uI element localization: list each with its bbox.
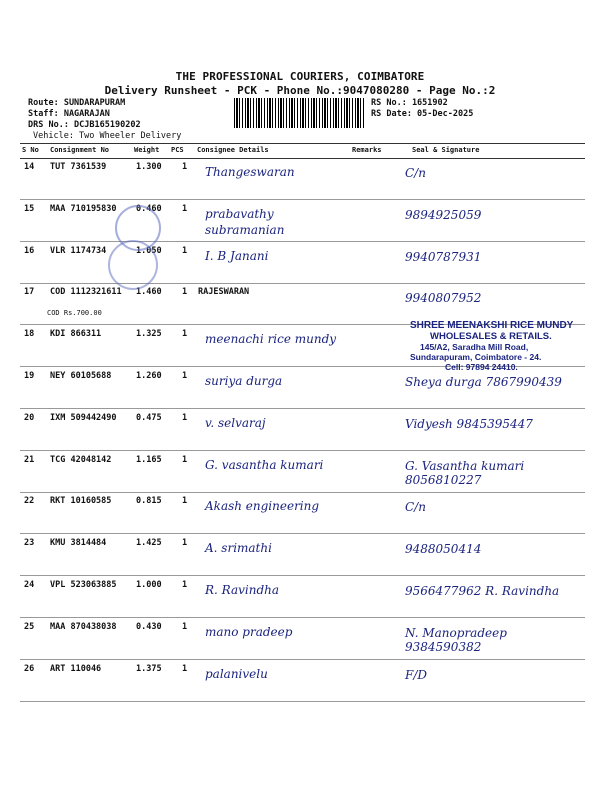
sno: 14 [24, 162, 35, 172]
consignment-no: RKT 10160585 [50, 496, 112, 507]
consignee-handwritten: meenachi rice mundy [205, 332, 337, 347]
table-row [20, 492, 585, 534]
consignee-handwritten: R. Ravindha [205, 583, 280, 597]
stamp-line: Sundarapuram, Coimbatore - 24. [410, 352, 542, 362]
col-remarks: Remarks [352, 146, 382, 154]
consignment-no: NEY 60105688 [50, 371, 112, 381]
consignment-no: ART 110046 [50, 663, 102, 674]
table-row [20, 451, 585, 493]
table-header [20, 143, 585, 159]
barcode [234, 98, 366, 128]
pcs: 1 [182, 162, 188, 172]
signature: G. Vasantha kumari 8056810227 [405, 458, 525, 487]
table-row [20, 158, 585, 200]
table-row [20, 242, 585, 284]
pcs: 1 [182, 329, 188, 340]
col-consignment: Consignment No [50, 146, 110, 154]
table-row [20, 618, 585, 660]
consignment-no: KMU 3814484 [50, 538, 107, 549]
sno: 20 [24, 412, 35, 423]
consignee-handwritten: mano pradeep [205, 624, 293, 639]
weight: 1.325 [136, 329, 162, 340]
signature: 9940787931 [405, 249, 482, 264]
col-pcs: PCS [171, 146, 184, 154]
weight: 1.460 [136, 287, 162, 298]
runsheet-title: THE PROFESSIONAL COURIERS, COIMBATORE [175, 70, 425, 83]
consignee-handwritten: A. srimathi [205, 541, 272, 556]
weight: 1.260 [136, 371, 162, 381]
table-row [20, 409, 585, 451]
pcs: 1 [182, 454, 188, 465]
weight: 1.375 [136, 663, 162, 674]
consignee-handwritten: I. B Janani [205, 248, 269, 263]
sno: 26 [24, 663, 35, 674]
weight: 0.475 [136, 412, 162, 423]
signature: N. Manopradeep 9384590382 [405, 625, 507, 654]
col-consignee: Consignee Details [197, 146, 269, 154]
route: Route: SUNDARAPURAM [28, 98, 126, 108]
pcs: 1 [182, 538, 188, 549]
pcs: 1 [182, 496, 188, 507]
table-row [20, 660, 585, 702]
weight: 1.165 [136, 454, 162, 465]
consignment-no: MAA 870438038 [50, 621, 117, 632]
drs-number: DRS No.: DCJB165190202 [28, 120, 141, 130]
consignment-no: MAA 710195830 [50, 203, 117, 214]
signature: F/D [405, 667, 427, 682]
sno: 18 [24, 329, 35, 340]
col-seal: Seal & Signature [412, 146, 480, 154]
consignee-handwritten: prabavathy subramanian [205, 206, 285, 237]
weight: 0.430 [136, 621, 162, 632]
signature: C/n [405, 166, 426, 180]
weight: 1.300 [136, 162, 162, 172]
consignee-handwritten: palanivelu [205, 666, 268, 681]
staff: Staff: NAGARAJAN [28, 109, 110, 119]
consignee-handwritten: G. vasantha kumari [205, 457, 324, 472]
consignee-handwritten: Thangeswaran [205, 165, 295, 179]
sno: 24 [24, 580, 35, 590]
sno: 15 [24, 203, 35, 214]
signature: C/n [405, 500, 426, 515]
signature: 9488050414 [405, 542, 482, 557]
consignee-handwritten: v. selvaraj [205, 415, 266, 430]
weight: 0.815 [136, 496, 162, 507]
weight: 0.460 [136, 203, 162, 214]
signature: 9566477962 R. Ravindha [405, 584, 560, 598]
consignment-no: VPL 523063885 [50, 580, 117, 590]
pcs: 1 [182, 412, 188, 423]
consignment-no: COD 1112321611 [50, 287, 122, 298]
pcs: 1 [182, 245, 188, 256]
pcs: 1 [182, 621, 188, 632]
signature: 9894925059 [405, 207, 482, 222]
consignment-no: VLR 1174734 [50, 245, 107, 256]
sno: 21 [24, 454, 35, 465]
pcs: 1 [182, 580, 188, 590]
stamp-line: SHREE MEENAKSHI RICE MUNDY [410, 320, 574, 331]
signature: Sheya durga 7867990439 [405, 375, 562, 389]
stamp-line: Cell: 97894 24410. [445, 362, 518, 372]
sno: 16 [24, 245, 35, 256]
stamp-line: WHOLESALES & RETAILS. [430, 331, 552, 342]
sno: 22 [24, 496, 35, 507]
table-row [20, 367, 585, 409]
table-row [20, 200, 585, 242]
col-sno: S No [22, 146, 39, 154]
table-row [20, 576, 585, 618]
signature: 9940807952 [405, 291, 482, 306]
pcs: 1 [182, 287, 188, 298]
consignment-no: TCG 42048142 [50, 454, 112, 465]
weight: 1.425 [136, 538, 162, 549]
consignee-handwritten: Akash engineering [205, 499, 320, 514]
sno: 25 [24, 621, 35, 632]
sno: 23 [24, 538, 35, 549]
pcs: 1 [182, 663, 188, 674]
consignment-no: IXM 509442490 [50, 412, 117, 423]
weight: 1.000 [136, 580, 162, 590]
vehicle: Vehicle: Two Wheeler Delivery [33, 131, 182, 141]
pcs: 1 [182, 371, 188, 381]
shop-stamp [410, 320, 590, 372]
cod-amount: COD Rs.700.00 [47, 309, 102, 318]
rs-number: RS No.: 1651902 [371, 98, 448, 108]
sno: 19 [24, 371, 35, 381]
office-stamp-2 [108, 240, 158, 290]
consignee-name: RAJESWARAN [198, 287, 250, 298]
consignment-no: KDI 866311 [50, 329, 102, 340]
consignee-handwritten: suriya durga [205, 374, 283, 388]
runsheet-subtitle: Delivery Runsheet - PCK - Phone No.:9047080280 - Page No.:2 [104, 84, 496, 97]
pcs: 1 [182, 203, 188, 214]
rs-date: RS Date: 05-Dec-2025 [371, 109, 474, 119]
col-weight: Weight [134, 146, 160, 154]
signature: Vidyesh 9845395447 [405, 416, 533, 431]
consignment-no: TUT 7361539 [50, 162, 107, 172]
stamp-line: 145/A2, Saradha Mill Road, [420, 342, 529, 352]
sno: 17 [24, 287, 35, 298]
weight: 1.050 [136, 245, 162, 256]
table-row [20, 534, 585, 576]
